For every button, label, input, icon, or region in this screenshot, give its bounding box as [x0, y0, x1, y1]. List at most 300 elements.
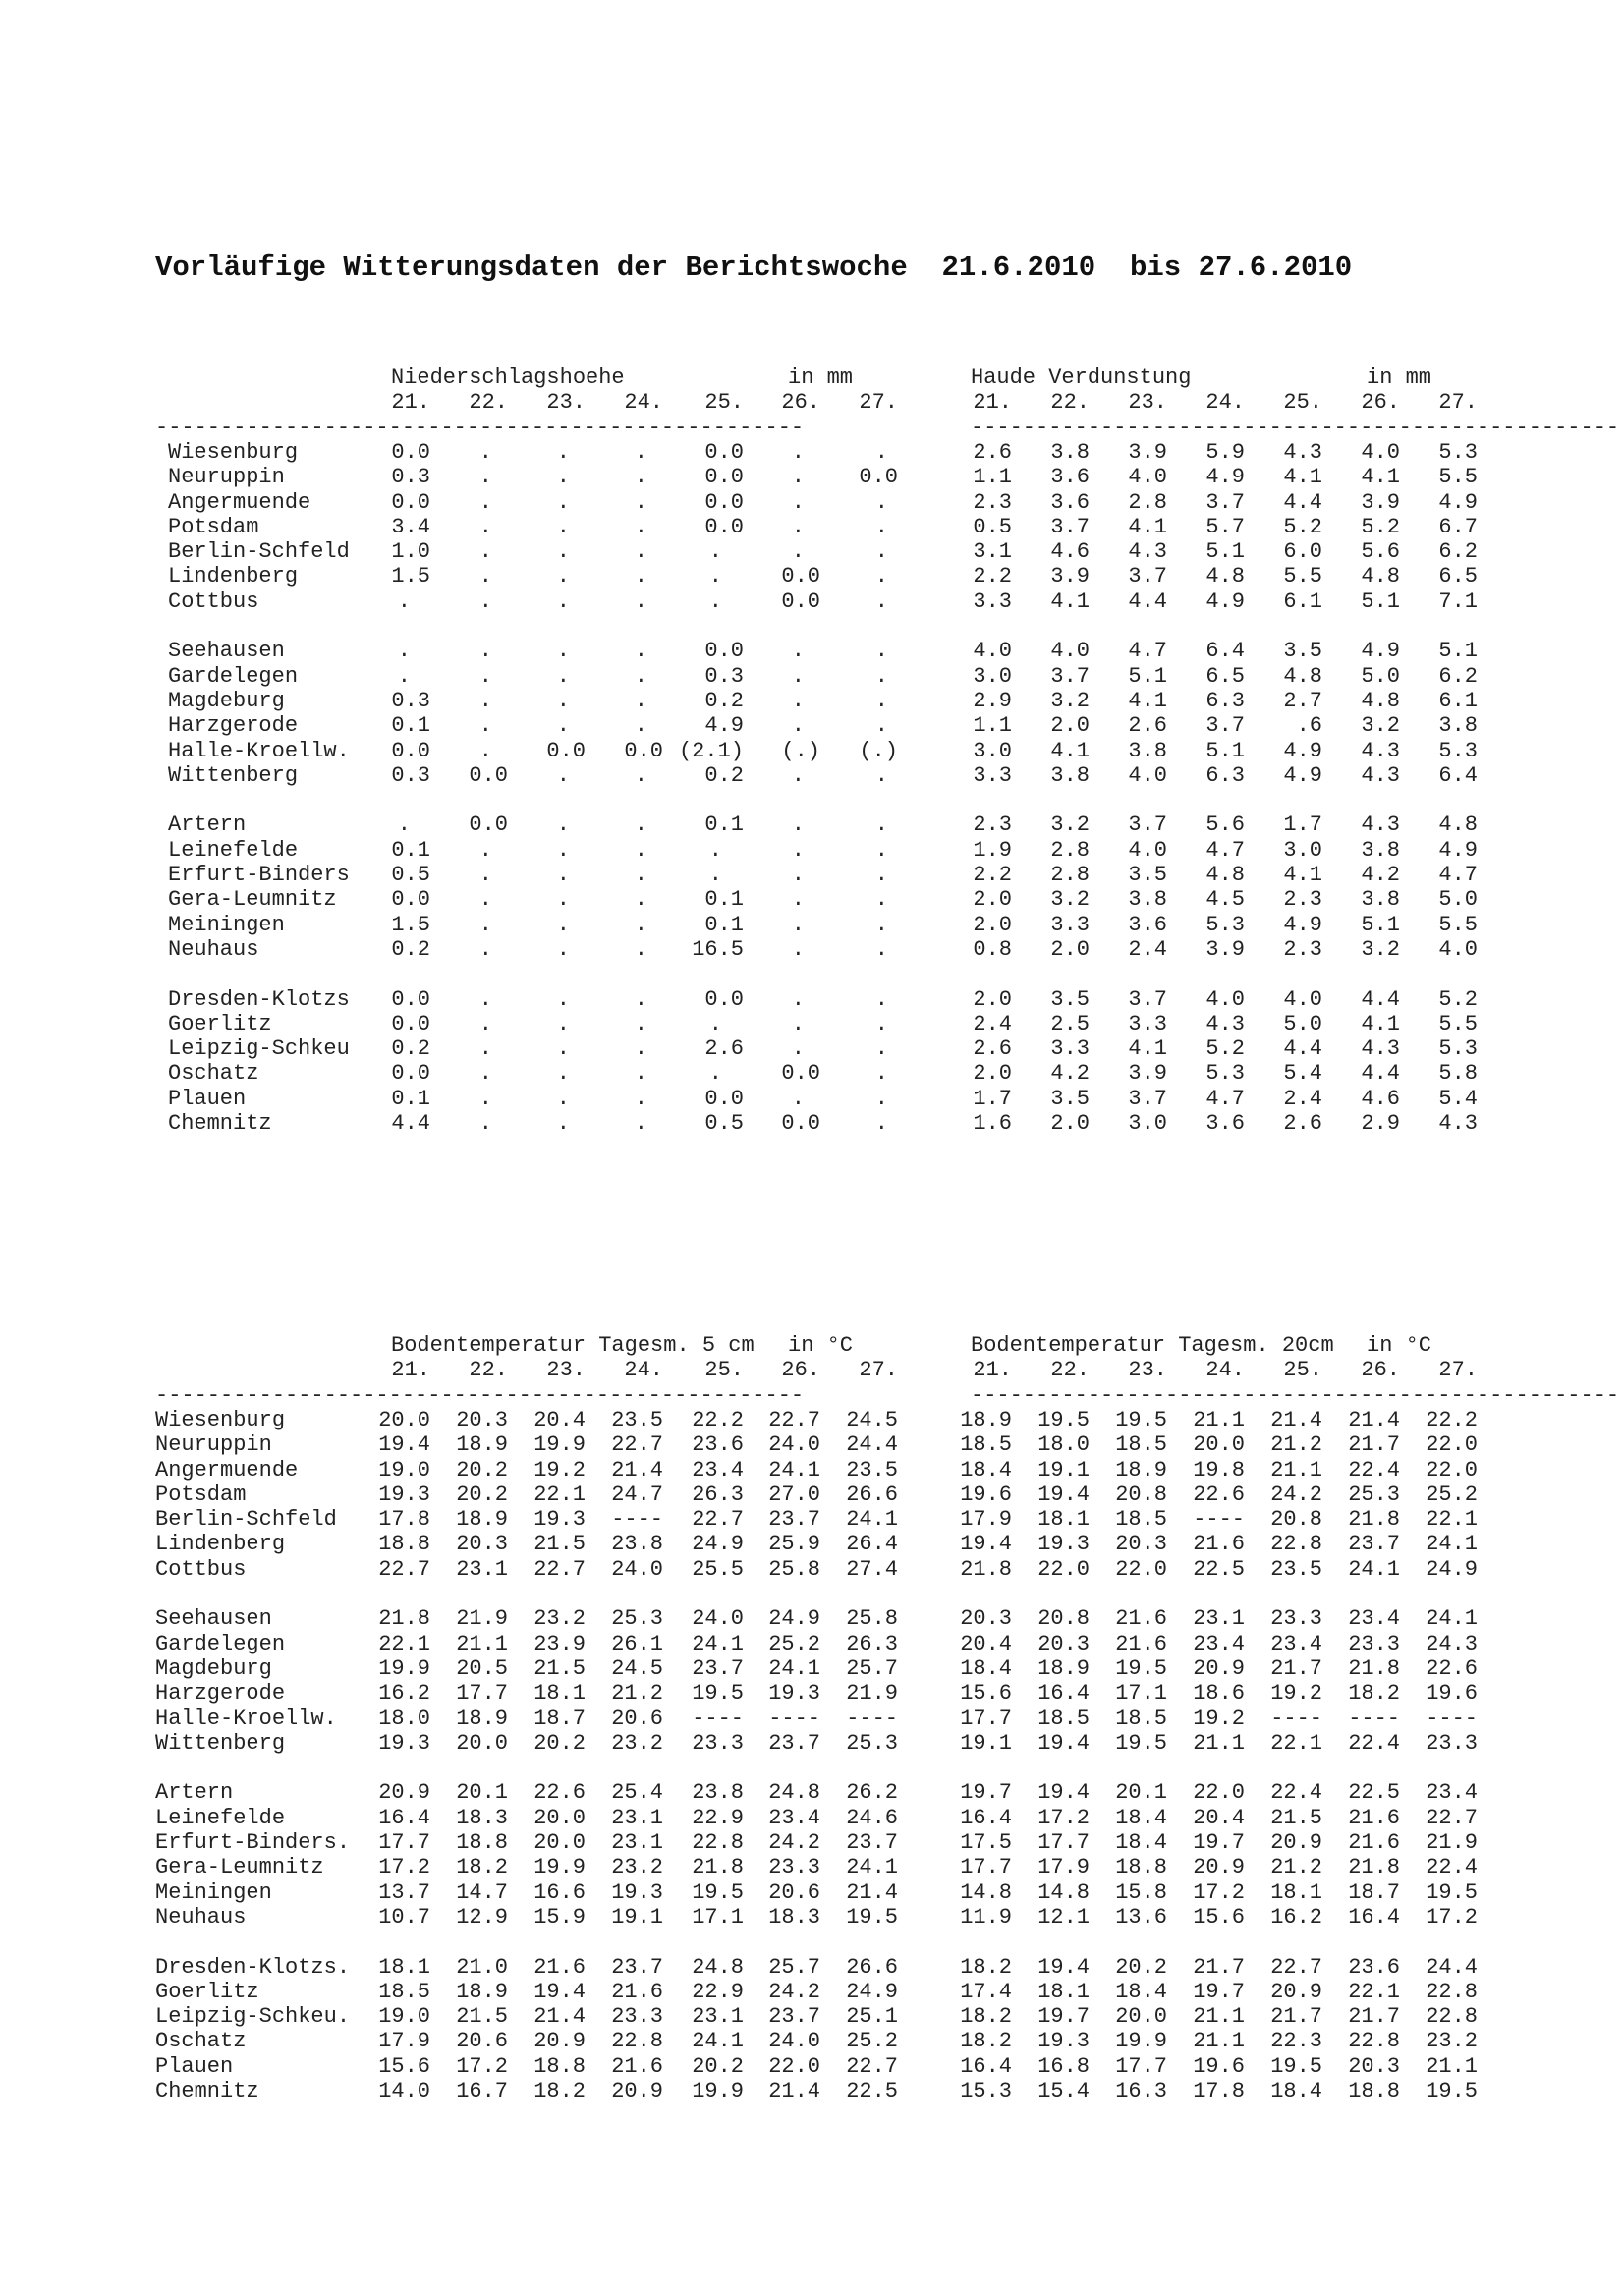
value-cell: 22.7 [533, 1556, 586, 1582]
value-cell: 3.6 [1050, 489, 1090, 515]
station-name: Lindenberg [155, 1532, 286, 1557]
value-cell: . [478, 588, 492, 614]
value-cell: 19.6 [960, 1482, 1012, 1507]
value-cell: 4.8 [1205, 564, 1245, 589]
value-cell: 4.0 [973, 639, 1012, 664]
value-cell: 23.4 [692, 1457, 744, 1483]
value-cell: 19.2 [1270, 1681, 1322, 1707]
station-name: Lindenberg [168, 564, 299, 589]
value-cell: 4.7 [1438, 863, 1478, 887]
value-cell: .6 [1296, 713, 1322, 739]
value-cell: . [478, 837, 492, 863]
value-cell: 21.6 [1348, 1805, 1400, 1830]
value-cell: . [791, 1086, 805, 1111]
value-cell: 23.1 [456, 1556, 508, 1582]
value-cell: 3.0 [1128, 1111, 1167, 1136]
value-cell: 20.1 [1115, 1780, 1167, 1806]
value-cell: . [556, 514, 570, 539]
value-cell: . [556, 688, 570, 713]
value-cell: 13.7 [378, 1879, 430, 1905]
value-cell: 3.0 [1283, 837, 1322, 863]
value-cell: 21.4 [533, 2004, 586, 2030]
value-cell: 19.4 [533, 1979, 586, 2004]
value-cell: (.) [781, 738, 820, 763]
value-cell: 3.8 [1361, 887, 1400, 913]
value-cell: . [708, 539, 722, 565]
value-cell: . [791, 837, 805, 863]
value-cell: 22.8 [692, 1830, 744, 1855]
value-cell: 18.8 [533, 2053, 586, 2079]
value-cell: 4.4 [1283, 489, 1322, 515]
station-name: Potsdam [155, 1482, 247, 1507]
value-cell: . [634, 1061, 647, 1087]
value-cell: 17.7 [1037, 1830, 1090, 1855]
value-cell: 19.5 [692, 1681, 744, 1707]
value-cell: 19.5 [692, 1879, 744, 1905]
value-cell: 18.3 [768, 1904, 820, 1930]
value-cell: 21.6 [611, 1979, 663, 2004]
value-cell: . [397, 812, 411, 838]
value-cell: 18.2 [960, 2029, 1012, 2054]
value-cell: 0.5 [704, 1111, 744, 1136]
value-cell: 24.0 [611, 1556, 663, 1582]
value-cell: 24.1 [768, 1457, 820, 1483]
value-cell: 5.4 [1283, 1061, 1322, 1087]
value-cell: 22.2 [1426, 1407, 1478, 1432]
station-name: Wiesenburg [155, 1407, 286, 1432]
value-cell: 18.9 [456, 1432, 508, 1458]
day-header: 21. [973, 390, 1012, 416]
value-cell: 20.0 [533, 1830, 586, 1855]
value-cell: 19.7 [1193, 1830, 1245, 1855]
value-cell: 6.2 [1438, 663, 1478, 689]
value-cell: 16.4 [1348, 1904, 1400, 1930]
day-header: 21. [973, 1358, 1012, 1383]
right-unit: in °C [1367, 1333, 1432, 1358]
left-caption: Bodentemperatur Tagesm. 5 cm [391, 1333, 755, 1358]
value-cell: 25.1 [846, 2004, 898, 2030]
value-cell: 18.9 [1037, 1655, 1090, 1681]
value-cell: 23.2 [611, 1730, 663, 1756]
value-cell: 5.1 [1438, 639, 1478, 664]
station-name: Cottbus [155, 1556, 247, 1582]
value-cell: 1.7 [973, 1086, 1012, 1111]
value-cell: 3.7 [1050, 663, 1090, 689]
station-name: Leipzig-Schkeu. [155, 2004, 351, 2030]
value-cell: 16.2 [1270, 1904, 1322, 1930]
value-cell: 20.0 [533, 1805, 586, 1830]
value-cell: 24.1 [1426, 1606, 1478, 1632]
value-cell: 4.9 [1283, 762, 1322, 788]
value-cell: 26.6 [846, 1954, 898, 1980]
value-cell: . [478, 514, 492, 539]
value-cell: 18.5 [1037, 1706, 1090, 1731]
day-header: 25. [1283, 1358, 1322, 1383]
value-cell: 22.7 [846, 2053, 898, 2079]
value-cell: 18.7 [533, 1706, 586, 1731]
value-cell: . [874, 912, 888, 937]
value-cell: . [478, 1111, 492, 1136]
value-cell: . [791, 514, 805, 539]
station-name: Erfurt-Binders [168, 863, 350, 887]
value-cell: 0.0 [391, 1061, 430, 1087]
value-cell: 5.0 [1438, 887, 1478, 913]
value-cell: ---- [1270, 1706, 1322, 1731]
value-cell: 27.0 [768, 1482, 820, 1507]
value-cell: . [556, 465, 570, 490]
station-name: Artern [155, 1780, 234, 1806]
value-cell: 23.8 [692, 1780, 744, 1806]
value-cell: 4.3 [1361, 738, 1400, 763]
value-cell: 23.7 [1348, 1532, 1400, 1557]
value-cell: . [556, 713, 570, 739]
value-cell: 18.4 [1270, 2079, 1322, 2103]
value-cell: 5.5 [1438, 912, 1478, 937]
value-cell: ---- [692, 1706, 744, 1731]
value-cell: 25.8 [768, 1556, 820, 1582]
value-cell: 23.3 [611, 2004, 663, 2030]
value-cell: . [791, 986, 805, 1012]
value-cell: 3.4 [391, 514, 430, 539]
value-cell: 6.1 [1283, 588, 1322, 614]
value-cell: . [634, 1036, 647, 1062]
value-cell: 5.3 [1438, 1036, 1478, 1062]
value-cell: 2.9 [1361, 1111, 1400, 1136]
value-cell: . [556, 936, 570, 962]
day-header: 24. [624, 1358, 663, 1383]
value-cell: 22.8 [1270, 1532, 1322, 1557]
day-header: 23. [546, 390, 586, 416]
value-cell: 18.5 [1115, 1507, 1167, 1533]
value-cell: 0.0 [704, 439, 744, 465]
value-cell: 3.8 [1361, 837, 1400, 863]
value-cell: 12.1 [1037, 1904, 1090, 1930]
value-cell: . [791, 863, 805, 887]
value-cell: 22.8 [1426, 2004, 1478, 2030]
value-cell: 18.5 [1115, 1432, 1167, 1458]
value-cell: 17.2 [1426, 1904, 1478, 1930]
value-cell: 18.2 [1348, 1681, 1400, 1707]
value-cell: 2.3 [1283, 887, 1322, 913]
value-cell: 24.1 [846, 1507, 898, 1533]
value-cell: 23.1 [611, 1805, 663, 1830]
value-cell: 19.8 [1193, 1457, 1245, 1483]
value-cell: 5.4 [1438, 1086, 1478, 1111]
value-cell: 1.1 [973, 465, 1012, 490]
value-cell: . [556, 439, 570, 465]
value-cell: 2.0 [973, 986, 1012, 1012]
value-cell: 15.9 [533, 1904, 586, 1930]
value-cell: 17.7 [378, 1830, 430, 1855]
value-cell: . [634, 936, 647, 962]
value-cell: 4.1 [1050, 588, 1090, 614]
station-name: Angermuende [155, 1457, 299, 1483]
value-cell: 24.2 [1270, 1482, 1322, 1507]
day-header: 25. [704, 390, 744, 416]
value-cell: 23.6 [692, 1432, 744, 1458]
value-cell: 0.0 [704, 489, 744, 515]
station-name: Plauen [155, 2053, 234, 2079]
value-cell: 5.7 [1205, 514, 1245, 539]
value-cell: 17.2 [1037, 1805, 1090, 1830]
value-cell: 0.0 [546, 738, 586, 763]
value-cell: 4.9 [1438, 837, 1478, 863]
station-name: Seehausen [168, 639, 285, 664]
value-cell: 22.6 [1193, 1482, 1245, 1507]
value-cell: 22.8 [1426, 1979, 1478, 2004]
value-cell: 7.1 [1438, 588, 1478, 614]
value-cell: 24.8 [768, 1780, 820, 1806]
value-cell: 20.8 [1270, 1507, 1322, 1533]
value-cell: 5.1 [1205, 539, 1245, 565]
value-cell: 0.3 [391, 465, 430, 490]
station-name: Neuhaus [155, 1904, 247, 1930]
value-cell: 0.0 [391, 738, 430, 763]
value-cell: 24.1 [768, 1655, 820, 1681]
value-cell: . [791, 639, 805, 664]
value-cell: . [478, 713, 492, 739]
value-cell: 21.5 [533, 1532, 586, 1557]
value-cell: . [556, 588, 570, 614]
value-cell: 18.2 [456, 1855, 508, 1880]
value-cell: . [478, 1086, 492, 1111]
value-cell: 6.7 [1438, 514, 1478, 539]
value-cell: 14.7 [456, 1879, 508, 1905]
value-cell: 23.6 [1348, 1954, 1400, 1980]
value-cell: 5.2 [1438, 986, 1478, 1012]
value-cell: 6.5 [1205, 663, 1245, 689]
value-cell: . [634, 887, 647, 913]
value-cell: 20.2 [1115, 1954, 1167, 1980]
value-cell: 22.1 [1348, 1979, 1400, 2004]
value-cell: . [874, 639, 888, 664]
value-cell: 16.2 [378, 1681, 430, 1707]
value-cell: 21.6 [1115, 1631, 1167, 1656]
value-cell: 24.3 [1426, 1631, 1478, 1656]
station-name: Wiesenburg [168, 439, 299, 465]
value-cell: 22.0 [768, 2053, 820, 2079]
station-name: Gardelegen [155, 1631, 286, 1656]
value-cell: 5.3 [1438, 738, 1478, 763]
value-cell: 2.8 [1050, 837, 1090, 863]
value-cell: 4.7 [1205, 1086, 1245, 1111]
station-name: Oschatz [155, 2029, 247, 2054]
value-cell: 25.9 [768, 1532, 820, 1557]
value-cell: 5.0 [1361, 663, 1400, 689]
value-cell: . [874, 887, 888, 913]
value-cell: . [556, 1086, 570, 1111]
value-cell: . [634, 663, 647, 689]
value-cell: 3.9 [1050, 564, 1090, 589]
value-cell: 20.4 [960, 1631, 1012, 1656]
value-cell: 4.9 [1205, 588, 1245, 614]
value-cell: 5.3 [1205, 912, 1245, 937]
value-cell: 10.7 [378, 1904, 430, 1930]
value-cell: 18.9 [456, 1706, 508, 1731]
value-cell: 3.9 [1361, 489, 1400, 515]
value-cell: 23.7 [846, 1830, 898, 1855]
value-cell: . [556, 912, 570, 937]
value-cell: 20.8 [1115, 1482, 1167, 1507]
station-name: Oschatz [168, 1061, 259, 1087]
value-cell: 22.7 [692, 1507, 744, 1533]
station-name: Chemnitz [155, 2079, 259, 2103]
station-name: Berlin-Schfeld [155, 1507, 337, 1533]
value-cell: 18.5 [960, 1432, 1012, 1458]
value-cell: 23.1 [611, 1830, 663, 1855]
value-cell: 6.0 [1283, 539, 1322, 565]
value-cell: 1.5 [391, 564, 430, 589]
value-cell: 2.3 [1283, 936, 1322, 962]
day-header: 23. [546, 1358, 586, 1383]
value-cell: 4.7 [1128, 639, 1167, 664]
value-cell: 21.5 [1270, 1805, 1322, 1830]
value-cell: . [556, 1111, 570, 1136]
value-cell: . [874, 1111, 888, 1136]
value-cell: 19.9 [1115, 2029, 1167, 2054]
value-cell: . [791, 539, 805, 565]
left-unit: in mm [788, 365, 854, 390]
value-cell: . [634, 1011, 647, 1036]
value-cell: 2.6 [704, 1036, 744, 1062]
value-cell: 4.2 [1050, 1061, 1090, 1087]
value-cell: 3.7 [1205, 713, 1245, 739]
value-cell: 5.2 [1205, 1036, 1245, 1062]
value-cell: 18.4 [1115, 1979, 1167, 2004]
value-cell: . [634, 514, 647, 539]
value-cell: 0.0 [704, 639, 744, 664]
left-unit: in °C [788, 1333, 854, 1358]
day-header: 21. [391, 1358, 430, 1383]
value-cell: 13.6 [1115, 1904, 1167, 1930]
value-cell: 20.9 [1270, 1830, 1322, 1855]
value-cell: 21.9 [846, 1681, 898, 1707]
value-cell: ---- [1193, 1507, 1245, 1533]
value-cell: 4.8 [1205, 863, 1245, 887]
value-cell: 6.4 [1205, 639, 1245, 664]
value-cell: 4.1 [1361, 465, 1400, 490]
value-cell: . [634, 762, 647, 788]
value-cell: 3.8 [1050, 439, 1090, 465]
value-cell: 4.9 [1283, 738, 1322, 763]
value-cell: 26.6 [846, 1482, 898, 1507]
value-cell: . [634, 489, 647, 515]
value-cell: 18.8 [1115, 1855, 1167, 1880]
value-cell: 3.7 [1128, 1086, 1167, 1111]
value-cell: 4.3 [1128, 539, 1167, 565]
value-cell: 21.5 [456, 2004, 508, 2030]
value-cell: 1.6 [973, 1111, 1012, 1136]
value-cell: . [556, 762, 570, 788]
value-cell: 3.0 [973, 663, 1012, 689]
value-cell: 2.6 [973, 1036, 1012, 1062]
value-cell: . [791, 812, 805, 838]
value-cell: 24.4 [846, 1432, 898, 1458]
value-cell: 21.6 [533, 1954, 586, 1980]
value-cell: 23.2 [533, 1606, 586, 1632]
value-cell: 20.6 [611, 1706, 663, 1731]
value-cell: . [634, 688, 647, 713]
value-cell: 20.3 [960, 1606, 1012, 1632]
value-cell: 23.7 [611, 1954, 663, 1980]
value-cell: 23.3 [1348, 1631, 1400, 1656]
value-cell: . [478, 1011, 492, 1036]
value-cell: 18.0 [1037, 1432, 1090, 1458]
value-cell: 24.2 [768, 1979, 820, 2004]
value-cell: 3.6 [1128, 912, 1167, 937]
value-cell: 17.9 [960, 1507, 1012, 1533]
value-cell: 4.9 [1205, 465, 1245, 490]
value-cell: 22.7 [1426, 1805, 1478, 1830]
value-cell: . [556, 837, 570, 863]
value-cell: 4.8 [1438, 812, 1478, 838]
value-cell: 2.2 [973, 564, 1012, 589]
value-cell: 4.4 [1361, 1061, 1400, 1087]
value-cell: 24.9 [692, 1532, 744, 1557]
value-cell: 4.0 [1128, 465, 1167, 490]
value-cell: 22.1 [1270, 1730, 1322, 1756]
value-cell: 4.0 [1205, 986, 1245, 1012]
value-cell: 4.9 [1283, 912, 1322, 937]
value-cell: 19.5 [1115, 1730, 1167, 1756]
value-cell: 5.6 [1205, 812, 1245, 838]
value-cell: 0.0 [391, 489, 430, 515]
value-cell: . [708, 1061, 722, 1087]
value-cell: . [791, 1011, 805, 1036]
value-cell: 17.2 [1193, 1879, 1245, 1905]
value-cell: . [874, 1011, 888, 1036]
value-cell: 3.5 [1283, 639, 1322, 664]
value-cell: 4.0 [1283, 986, 1322, 1012]
value-cell: 14.0 [378, 2079, 430, 2103]
value-cell: 1.1 [973, 713, 1012, 739]
value-cell: 18.9 [456, 1507, 508, 1533]
value-cell: 5.1 [1205, 738, 1245, 763]
station-name: Dresden-Klotzs. [155, 1954, 351, 1980]
value-cell: 15.6 [1193, 1904, 1245, 1930]
value-cell: . [478, 1036, 492, 1062]
value-cell: 25.3 [1348, 1482, 1400, 1507]
value-cell: . [874, 688, 888, 713]
value-cell: 20.2 [533, 1730, 586, 1756]
separator-line: -------------------------------------------------- [971, 1382, 1620, 1408]
value-cell: 18.5 [378, 1979, 430, 2004]
value-cell: 0.0 [781, 1061, 820, 1087]
value-cell: . [397, 639, 411, 664]
value-cell: 16.3 [1115, 2079, 1167, 2103]
value-cell: 12.9 [456, 1904, 508, 1930]
value-cell: 16.5 [692, 936, 744, 962]
value-cell: 3.5 [1050, 1086, 1090, 1111]
value-cell: 21.9 [456, 1606, 508, 1632]
value-cell: 24.4 [1426, 1954, 1478, 1980]
value-cell: 15.6 [960, 1681, 1012, 1707]
value-cell: 22.5 [846, 2079, 898, 2103]
value-cell: . [556, 812, 570, 838]
value-cell: 21.8 [692, 1855, 744, 1880]
value-cell: 22.5 [1193, 1556, 1245, 1582]
station-name: Wittenberg [168, 762, 299, 788]
value-cell: . [556, 1036, 570, 1062]
day-header: 25. [1283, 390, 1322, 416]
value-cell: 3.2 [1050, 812, 1090, 838]
value-cell: 26.3 [692, 1482, 744, 1507]
station-name: Harzgerode [155, 1681, 286, 1707]
value-cell: 20.0 [378, 1407, 430, 1432]
value-cell: . [478, 986, 492, 1012]
value-cell: 3.3 [1128, 1011, 1167, 1036]
station-name: Leipzig-Schkeu [168, 1036, 350, 1062]
